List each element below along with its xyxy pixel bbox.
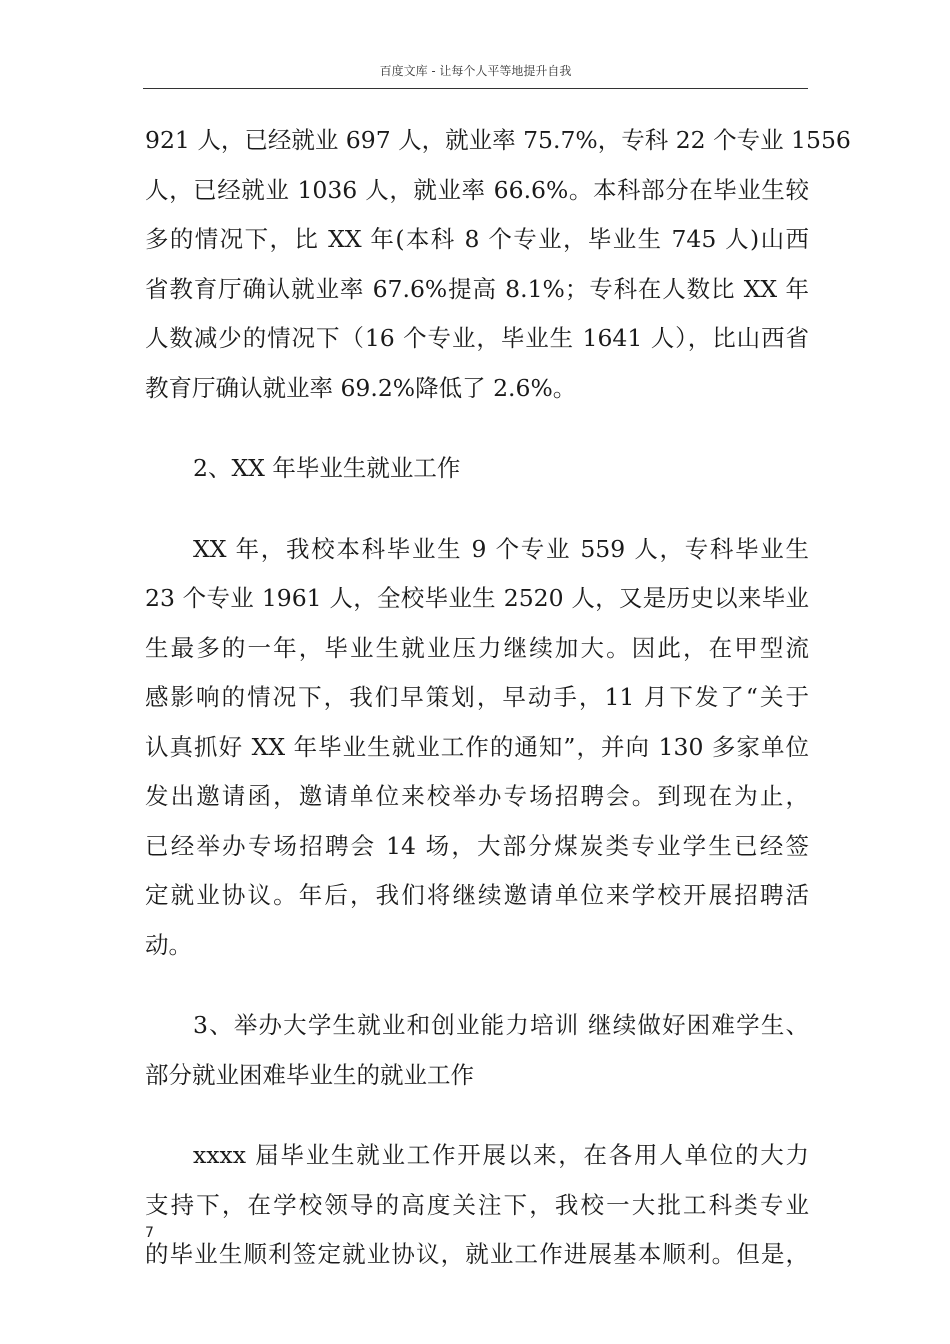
text-line: 人，已经就业 1036 人，就业率 66.6%。本科部分在毕业生较 (145, 175, 809, 204)
text-line: 部分就业困难毕业生的就业工作 (145, 1060, 474, 1089)
text-line: 的毕业生顺利签定就业协议，就业工作进展基本顺利。但是， (145, 1240, 809, 1268)
paragraph (145, 1131, 809, 1280)
text-line: 已经举办专场招聘会 14 场，大部分煤炭类专业学生已经签 (145, 831, 809, 860)
section-heading (145, 444, 809, 494)
text-line: 教育厅确认就业率 69.2%降低了 2.6%。 (145, 373, 577, 402)
text-line: 省教育厅确认就业率 67.6%提高 8.1%；专科在人数比 XX 年 (145, 274, 809, 303)
page-number: 7 (145, 1225, 154, 1241)
section-heading (145, 1001, 809, 1100)
text-line: xxxx 届毕业生就业工作开展以来，在各用人单位的大力 (193, 1141, 809, 1169)
text-line: 感影响的情况下，我们早策划，早动手，11 月下发了“关于 (145, 683, 809, 711)
text-line: 多的情况下，比 XX 年(本科 8 个专业，毕业生 745 人)山西 (145, 225, 809, 253)
text-line: 人数减少的情况下（16 个专业，毕业生 1641 人），比山西省 (145, 324, 809, 352)
text-line: 生最多的一年，毕业生就业压力继续加大。因此，在甲型流 (145, 633, 809, 662)
text-line: 2、XX 年毕业生就业工作 (193, 454, 461, 482)
page-header: 百度文库 - 让每个人平等地提升自我 (379, 64, 572, 78)
text-line: 认真抓好 XX 年毕业生就业工作的通知”，并向 130 多家单位 (145, 732, 809, 761)
document-body (145, 116, 851, 1280)
text-line: 3、举办大学生就业和创业能力培训 继续做好困难学生、 (193, 1011, 809, 1039)
text-line: 921 人，已经就业 697 人，就业率 75.7%，专科 22 个专业 1556 (145, 126, 851, 154)
paragraph (145, 116, 851, 413)
text-line: 发出邀请函，邀请单位来校举办专场招聘会。到现在为止， (145, 782, 809, 810)
text-line: XX 年，我校本科毕业生 9 个专业 559 人，专科毕业生 (193, 534, 809, 563)
text-line: 23 个专业 1961 人，全校毕业生 2520 人，又是历史以来毕业 (145, 584, 809, 612)
paragraph (145, 525, 809, 971)
text-line: 支持下，在学校领导的高度关注下，我校一大批工科类专业 (145, 1190, 809, 1219)
text-line: 定就业协议。年后，我们将继续邀请单位来学校开展招聘活 (145, 881, 809, 909)
text-line: 动。 (145, 930, 192, 959)
header-rule (143, 88, 808, 89)
